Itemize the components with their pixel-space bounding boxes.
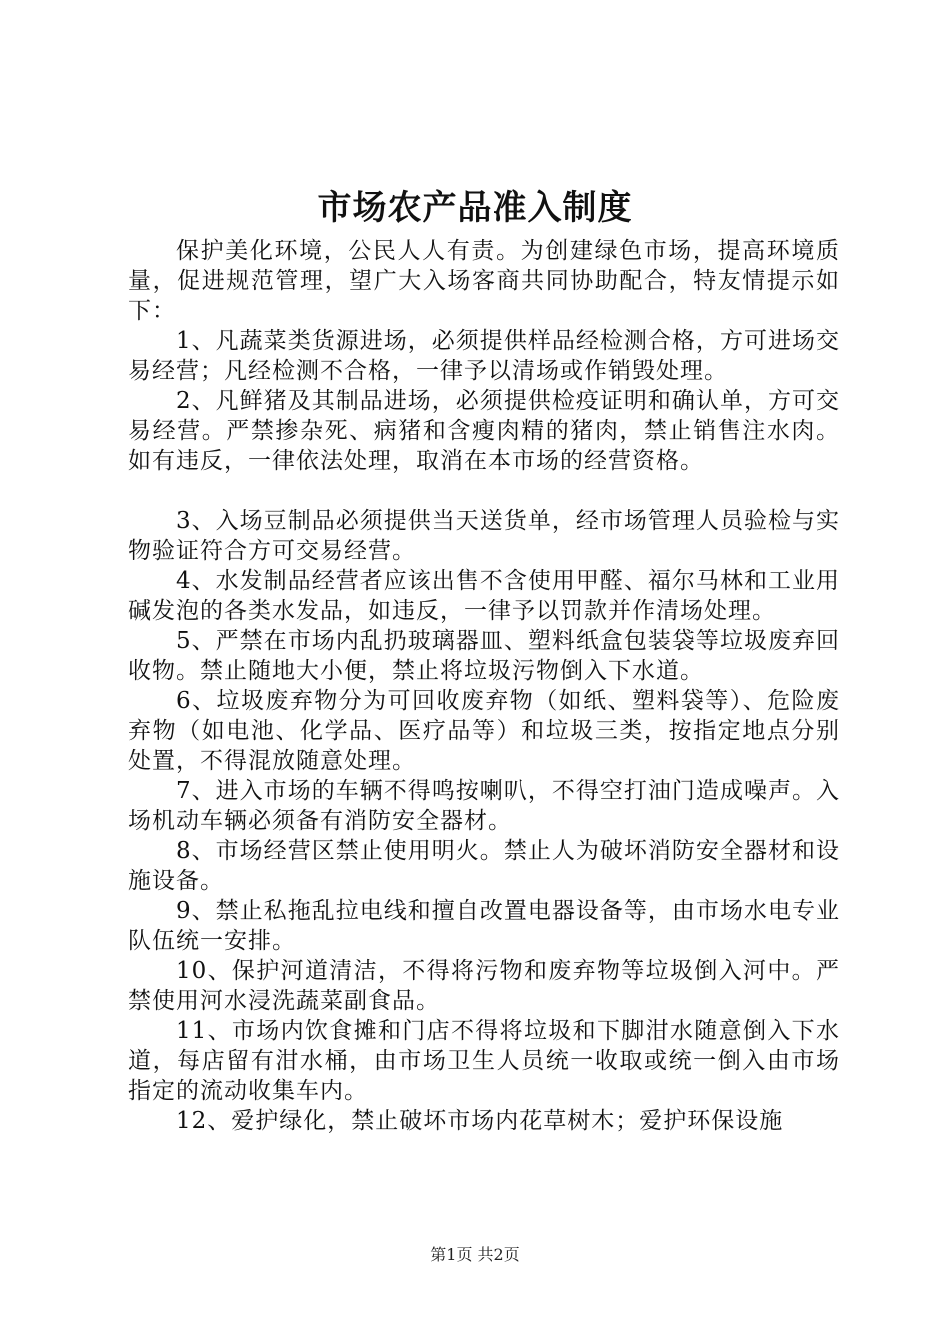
rule-paragraph-1: 1、凡蔬菜类货源进场，必须提供样品经检测合格，方可进场交易经营；凡经检测不合格，一律予以清场或作销毁处理。 <box>128 328 840 384</box>
page-footer <box>0 1244 950 1266</box>
document-title: 市场农产品准入制度 <box>317 188 633 228</box>
intro-paragraph: 保护美化环境，公民人人有责。为创建绿色市场，提高环境质量，促进规范管理，望广大入场客商共同协助配合，特友情提示如下： <box>128 238 840 324</box>
rule-paragraph-3: 3、入场豆制品必须提供当天送货单，经市场管理人员验检与实物验证符合方可交易经营。 <box>128 508 840 564</box>
rule-paragraph-4: 4、水发制品经营者应该出售不含使用甲醛、福尔马林和工业用碱发泡的各类水发品，如违反，一律予以罚款并作清场处理。 <box>128 568 840 624</box>
rule-paragraph-12: 12、爱护绿化，禁止破坏市场内花草树木；爱护环保设施 <box>176 1108 784 1134</box>
rule-paragraph-5: 5、严禁在市场内乱扔玻璃器皿、塑料纸盒包装袋等垃圾废弃回收物。禁止随地大小便，禁止将垃圾污物倒入下水道。 <box>128 628 840 684</box>
rule-paragraph-2: 2、凡鲜猪及其制品进场，必须提供检疫证明和确认单，方可交易经营。严禁掺杂死、病猪和含瘦肉精的猪肉，禁止销售注水肉。如有违反，一律依法处理，取消在本市场的经营资格。 <box>128 388 840 474</box>
rule-paragraph-8: 8、市场经营区禁止使用明火。禁止人为破坏消防安全器材和设施设备。 <box>128 838 840 894</box>
rule-paragraph-9: 9、禁止私拖乱拉电线和擅自改置电器设备等，由市场水电专业队伍统一安排。 <box>128 898 840 954</box>
rule-paragraph-11: 11、市场内饮食摊和门店不得将垃圾和下脚泔水随意倒入下水道，每店留有泔水桶，由市场卫生人员统一收取或统一倒入由市场指定的流动收集车内。 <box>128 1018 840 1104</box>
rule-paragraph-6: 6、垃圾废弃物分为可回收废弃物（如纸、塑料袋等）、危险废弃物（如电池、化学品、医疗品等）和垃圾三类，按指定地点分别处置，不得混放随意处理。 <box>128 688 840 774</box>
page-indicator: 第1页 共2页 <box>430 1245 520 1264</box>
rule-paragraph-10: 10、保护河道清洁，不得将污物和废弃物等垃圾倒入河中。严禁使用河水浸洗蔬菜副食品。 <box>128 958 840 1014</box>
document-body <box>128 236 840 1136</box>
rule-paragraph-7: 7、进入市场的车辆不得鸣按喇叭，不得空打油门造成噪声。入场机动车辆必须备有消防安全器材。 <box>128 778 840 834</box>
